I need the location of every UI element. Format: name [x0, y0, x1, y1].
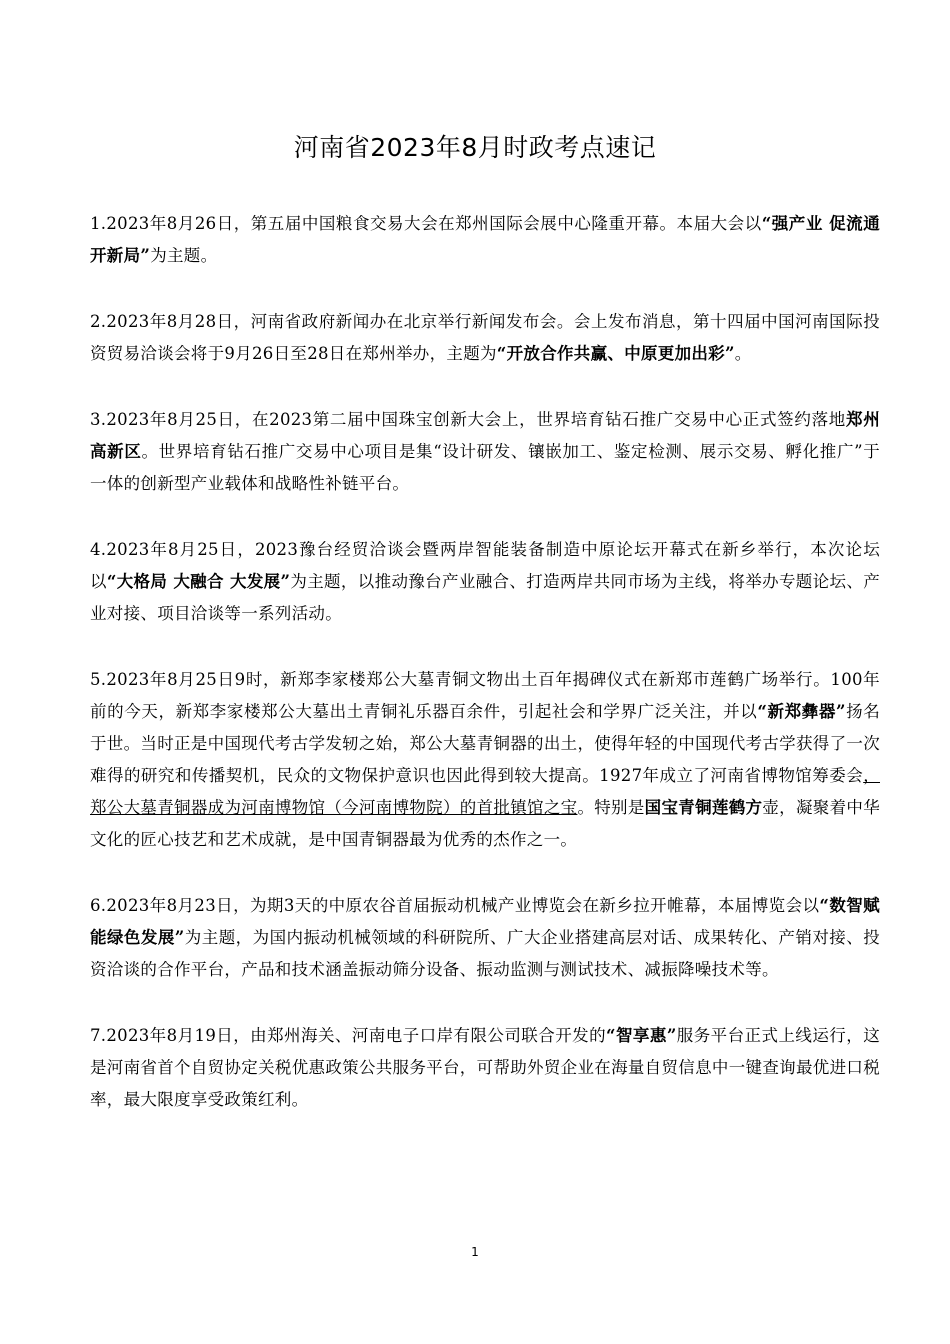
news-item-4 [90, 534, 880, 630]
item-text: 7.2023年8月19日，由郑州海关、河南电子口岸有限公司联合开发的 [90, 1026, 607, 1045]
news-item-7 [90, 1020, 880, 1116]
item-theme-bold: “大格局 大融合 大发展” [106, 572, 291, 591]
item-name-bold: “新郑彝器” [757, 702, 846, 721]
item-text: 6.2023年8月23日，为期3天的中原农谷首届振动机械产业博览会在新乡拉开帷幕，本届博览会以 [90, 896, 820, 915]
item-text: 壶，凝聚着中华文化的匠心技艺和艺术成就，是中国青铜器最为优秀的杰作之一。 [90, 798, 880, 849]
document-title: 河南省2023年8月时政考点速记 [293, 133, 657, 162]
item-platform-bold: “智享惠” [606, 1026, 677, 1045]
news-item-2 [90, 306, 880, 370]
page-number: 1 [471, 1245, 479, 1259]
news-item-list [90, 208, 880, 1150]
item-text: 扬名于世。当时正是中国现代考古学发轫之始，郑公大墓青铜器的出土，使得年轻的中国现代考古学获得了一次难得的研究和传播契机，民众的文物保护意识也因此得到较大提高。1927年成立了河南省博物馆筹委会 [90, 702, 880, 785]
item-theme-bold: “强产业 促流通 开新局” [90, 214, 880, 265]
news-item-1 [90, 208, 880, 272]
item-artifact-bold: 国宝青铜莲鹤方 [644, 798, 763, 817]
news-item-5 [90, 664, 880, 856]
item-text: 。特别是 [577, 798, 645, 817]
item-text: 。 [734, 344, 752, 363]
item-text: 为主题，为国内振动机械领域的科研院所、广大企业搭建高层对话、成果转化、产销对接、投资洽谈的合作平台，产品和技术涵盖振动筛分设备、振动监测与测试技术、减振降噪技术等。 [90, 928, 880, 979]
item-text: 为主题，以推动豫台产业融合、打造两岸共同市场为主线，将举办专题论坛、产业对接、项目洽谈等一系列活动。 [90, 572, 880, 623]
item-theme-bold: “开放合作共赢、中原更加出彩” [496, 344, 735, 363]
item-text: 服务平台正式上线运行，这是河南省首个自贸协定关税优惠政策公共服务平台，可帮助外贸企业在海量自贸信息中一键查询最优进口税率，最大限度享受政策红利。 [90, 1026, 880, 1109]
item-theme-bold: “数智赋能绿色发展” [90, 896, 880, 947]
news-item-6 [90, 890, 880, 986]
item-text: 。世界培育钻石推广交易中心项目是集“设计研发、镶嵌加工、鉴定检测、展示交易、孵化推广”于一体的创新型产业载体和战略性补链平台。 [90, 442, 880, 493]
item-text: 2.2023年8月28日，河南省政府新闻办在北京举行新闻发布会。会上发布消息，第十四届中国河南国际投资贸易洽谈会将于9月26日至28日在郑州举办，主题为 [90, 312, 880, 363]
item-underlined-text: ，郑公大墓青铜器成为河南博物馆（今河南博物院）的首批镇馆之宝 [90, 766, 880, 817]
item-text: 4.2023年8月25日，2023豫台经贸洽谈会暨两岸智能装备制造中原论坛开幕式在新乡举行，本次论坛以 [90, 540, 880, 591]
item-location-bold: 郑州高新区 [90, 410, 881, 461]
item-text: 3.2023年8月25日，在2023第二届中国珠宝创新大会上，世界培育钻石推广交易中心正式签约落地 [90, 410, 846, 429]
item-text: 为主题。 [150, 246, 218, 265]
news-item-3 [90, 404, 880, 500]
item-text: 1.2023年8月26日，第五届中国粮食交易大会在郑州国际会展中心隆重开幕。本届大会以 [90, 214, 762, 233]
item-text: 5.2023年8月25日9时，新郑李家楼郑公大墓青铜文物出土百年揭碑仪式在新郑市莲鹤广场举行。100年前的今天，新郑李家楼郑公大墓出土青铜礼乐器百余件，引起社会和学界广泛关注，并以 [90, 670, 880, 721]
